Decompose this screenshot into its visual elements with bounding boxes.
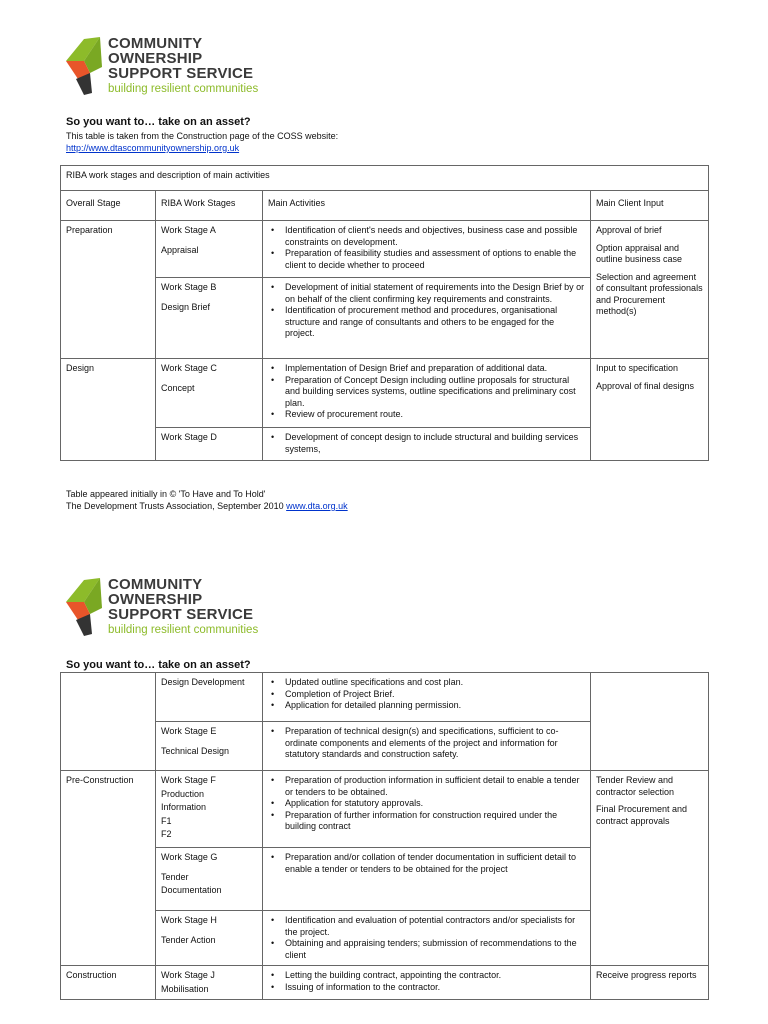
activities-c bbox=[263, 359, 591, 428]
coss-logo-mark-icon bbox=[62, 33, 106, 99]
stage-name: Design Brief bbox=[161, 301, 211, 312]
client-input-item: Input to specification bbox=[596, 363, 679, 373]
stage-name: Technical Design bbox=[161, 745, 230, 756]
list-item: • Preparation of production information in sufficient detail to enable a tender or tenders to be obtained. bbox=[268, 775, 585, 798]
work-stage-c bbox=[156, 359, 263, 428]
logo-line-1: COMMUNITY bbox=[108, 35, 203, 52]
header-riba-stages: RIBA Work Stages bbox=[156, 191, 263, 221]
stage-name: Appraisal bbox=[161, 244, 199, 255]
list-item: • Application for detailed planning permission. bbox=[268, 700, 585, 712]
table-title: RIBA work stages and description of main activities bbox=[61, 166, 709, 191]
coss-logo bbox=[62, 574, 282, 642]
stage-label: Work Stage E bbox=[161, 726, 217, 736]
work-stage-g bbox=[156, 848, 263, 911]
stage-pre-construction: Pre-Construction bbox=[61, 771, 156, 966]
activities-h bbox=[263, 911, 591, 966]
client-input-construction: Receive progress reports bbox=[591, 966, 709, 1000]
list-item: • Application for statutory approvals. bbox=[268, 798, 585, 810]
logo-line-3: SUPPORT SERVICE bbox=[108, 606, 254, 623]
stage-preparation: Preparation bbox=[61, 221, 156, 359]
list-item: • Preparation of technical design(s) and specifications, sufficient to co-ordinate components and elements of the project and information for statutory standards and construction safety. bbox=[268, 726, 585, 761]
stage-name: Concept bbox=[161, 382, 195, 393]
list-item: • Development of initial statement of requirements into the Design Brief by or on behalf of the client confirming key requirements and constraints. bbox=[268, 282, 585, 305]
list-item: • Obtaining and appraising tenders; submission of recommendations to the client bbox=[268, 938, 585, 961]
link-line bbox=[66, 142, 239, 154]
table-title-row bbox=[61, 166, 709, 191]
logo-line-2: OWNERSHIP bbox=[108, 591, 203, 608]
stage-label: Work Stage G bbox=[161, 852, 218, 862]
activities-d bbox=[263, 428, 591, 461]
stage-name: F2 bbox=[161, 829, 172, 839]
activities-dd bbox=[263, 673, 591, 722]
stage-name: Tender bbox=[161, 871, 189, 882]
stage-name: Information bbox=[161, 802, 207, 812]
table-header-row bbox=[61, 191, 709, 221]
table-row bbox=[61, 673, 709, 722]
activities-j bbox=[263, 966, 591, 1000]
logo-tagline: building resilient communities bbox=[108, 624, 259, 636]
stage-label: Work Stage B bbox=[161, 282, 217, 292]
dta-link[interactable]: www.dta.org.uk bbox=[286, 501, 348, 511]
intro-text: This table is taken from the Construction page of the COSS website: bbox=[66, 131, 339, 141]
page-heading: So you want to… take on an asset? bbox=[66, 659, 251, 671]
list-item: • Identification and evaluation of potential contractors and/or specialists for the project. bbox=[268, 915, 585, 938]
work-stage-e bbox=[156, 722, 263, 771]
work-stage-h bbox=[156, 911, 263, 966]
header-main-activities: Main Activities bbox=[263, 191, 591, 221]
footnote-source: Table appeared initially in © 'To Have and To Hold' bbox=[66, 489, 266, 499]
stage-name: Production bbox=[161, 788, 205, 799]
list-item: • Updated outline specifications and cost plan. bbox=[268, 677, 585, 689]
client-input-pre-construction bbox=[591, 771, 709, 966]
footnote-publisher bbox=[66, 500, 348, 512]
table-row bbox=[61, 771, 709, 848]
client-input-item: Selection and agreement of consultant professionals and Procurement method(s) bbox=[596, 271, 703, 316]
footnote-publisher-text: The Development Trusts Association, September 2010 bbox=[66, 501, 284, 511]
table-row bbox=[61, 221, 709, 278]
stage-name: Tender Action bbox=[161, 934, 216, 945]
list-item: • Review of procurement route. bbox=[268, 409, 585, 421]
riba-table-2 bbox=[60, 672, 709, 1000]
stage-design-continued bbox=[61, 673, 156, 771]
list-item: • Identification of client's needs and objectives, business case and possible constraints on development. bbox=[268, 225, 585, 248]
table-row bbox=[61, 359, 709, 428]
coss-logo-mark-icon bbox=[62, 574, 106, 640]
stage-construction: Construction bbox=[61, 966, 156, 1000]
design-development: Design Development bbox=[156, 673, 263, 722]
coss-website-link[interactable]: http://www.dtascommunityownership.org.uk bbox=[66, 143, 240, 153]
table-row bbox=[61, 966, 709, 1000]
activities-a bbox=[263, 221, 591, 278]
activities-b bbox=[263, 278, 591, 359]
logo-line-2: OWNERSHIP bbox=[108, 50, 203, 67]
logo-line-3: SUPPORT SERVICE bbox=[108, 65, 254, 82]
stage-label: Work Stage F bbox=[161, 775, 216, 785]
stage-name: F1 bbox=[161, 815, 172, 826]
riba-table-1 bbox=[60, 165, 709, 461]
stage-label: Work Stage A bbox=[161, 225, 216, 235]
stage-design: Design bbox=[61, 359, 156, 461]
list-item: • Preparation of feasibility studies and assessment of options to enable the client to decide whether to proceed bbox=[268, 248, 585, 271]
logo-line-1: COMMUNITY bbox=[108, 576, 203, 593]
list-item: • Preparation of Concept Design including outline proposals for structural and building services systems, outline specifications and preliminary cost plan. bbox=[268, 375, 585, 410]
client-input-item: Final Procurement and contract approvals bbox=[596, 804, 688, 826]
page-heading: So you want to… take on an asset? bbox=[66, 116, 251, 128]
work-stage-a bbox=[156, 221, 263, 278]
client-input-item: Tender Review and contractor selection bbox=[596, 775, 675, 797]
list-item: • Preparation and/or collation of tender documentation in sufficient detail to enable a tender or tenders to be obtained for the project bbox=[268, 852, 585, 875]
activities-e bbox=[263, 722, 591, 771]
client-input-item: Approval of brief bbox=[596, 225, 662, 235]
logo-tagline: building resilient communities bbox=[108, 83, 259, 95]
stage-label: Work Stage C bbox=[161, 363, 217, 373]
work-stage-f bbox=[156, 771, 263, 848]
client-input-design bbox=[591, 359, 709, 461]
list-item: • Development of concept design to include structural and building services systems, bbox=[268, 432, 585, 455]
coss-logo bbox=[62, 33, 282, 101]
work-stage-b bbox=[156, 278, 263, 359]
client-input-item: Option appraisal and outline business case bbox=[596, 242, 683, 264]
activities-f bbox=[263, 771, 591, 848]
header-client-input: Main Client Input bbox=[591, 191, 709, 221]
stage-label: Work Stage H bbox=[161, 915, 217, 925]
stage-label: Work Stage J bbox=[161, 970, 215, 980]
list-item: • Issuing of information to the contractor. bbox=[268, 982, 585, 994]
list-item: • Completion of Project Brief. bbox=[268, 689, 585, 701]
list-item: • Letting the building contract, appointing the contractor. bbox=[268, 970, 585, 982]
client-input-item: Approval of final designs bbox=[596, 380, 695, 391]
list-item: • Preparation of further information for construction required under the building contract bbox=[268, 810, 585, 833]
work-stage-j bbox=[156, 966, 263, 1000]
stage-name: Mobilisation bbox=[161, 983, 209, 994]
header-overall-stage: Overall Stage bbox=[61, 191, 156, 221]
list-item: • Implementation of Design Brief and preparation of additional data. bbox=[268, 363, 585, 375]
list-item: • Identification of procurement method and procedures, organisational structure and range of consultants and others to be engaged for the project. bbox=[268, 305, 585, 340]
client-input-preparation bbox=[591, 221, 709, 359]
stage-name: Documentation bbox=[161, 885, 222, 895]
client-input-empty bbox=[591, 673, 709, 771]
work-stage-d: Work Stage D bbox=[156, 428, 263, 461]
activities-g bbox=[263, 848, 591, 911]
